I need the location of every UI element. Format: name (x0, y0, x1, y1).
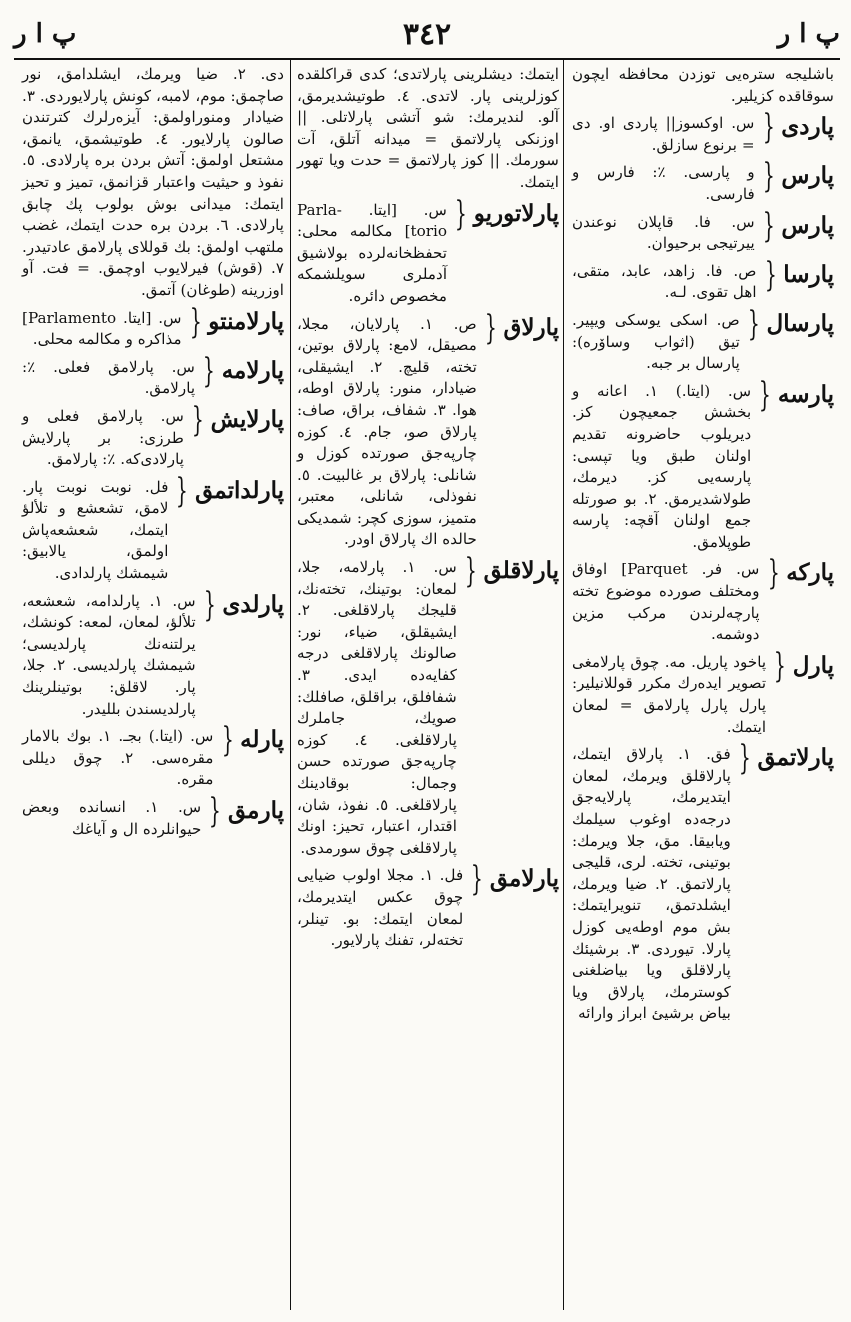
brace-glyph: { (221, 720, 234, 761)
brace-glyph: { (773, 645, 786, 686)
entry-text: و پارسى. ٪: فارس و فارسى. (572, 163, 755, 203)
dictionary-entry (572, 553, 834, 645)
headword: پارلامه (221, 356, 284, 384)
dictionary-entry (297, 307, 559, 552)
brace-glyph: { (176, 470, 189, 511)
dictionary-entry (22, 791, 284, 840)
entry-text: پاخود پاريل. مه. چوق پارلامغى تصوير ايدەرك مكرر قوللانيلير: پارل پارل پارلامق = لمعان ايتمك. (572, 652, 767, 736)
entry-text: دى. ٢. ضيا ويرمك، ايشلدامق، نور صاچمق: موم، لامبه، كونش پارلايوردى. ٣. ضيادار ومنوراولمق: آيزەرلرك كترتندن صالون پارلايور. ٤. طوتيشمق، يانمق، مشتعل اولمق: آتش بردن بره پارلادى. ٥. نفوذ و حيثيت واعتبار قزانمق، تميز و تحيز ايتمك: ميدانى بوش بولوب پك چابق پارلادى. ٦. بردن بره حدت ايتمك، غضب ملتهب اولمق: بك قوللاى پارلامق عادتيدر. ٧. (قوش) فيرلايوب اوچمق. = فت. آو اوزرينه (طوغان) آتمق. (22, 65, 285, 299)
brace-glyph: { (747, 303, 760, 344)
page-number: ٣٤٢ (402, 16, 452, 52)
entry-text: فل. نوبت نوبت پار. لامق، تشعشع و تلألؤ ايتمك، شعشعه‌پاش اولمق، يالابيق: شيمشك پارلدادى. (22, 477, 169, 583)
headword: پارله (240, 726, 284, 754)
dictionary-entry (297, 193, 559, 308)
headword: پارلامق (489, 865, 559, 893)
entry-text: س. اوكسوز|| پاردى او. دى = برنوع سازلق. (572, 114, 755, 154)
entry-text: فل. ١. مجلا اولوب ضيايى چوق عكس ايتديرمك، لمعان ايتمك: بو. تينلر، تخته‌لر، تفنك پارلايور. (297, 866, 464, 950)
dictionary-entry (572, 303, 834, 375)
headword: پارلداتمق (195, 476, 284, 504)
headword: پارلدى (222, 590, 284, 618)
brace-glyph: { (767, 553, 780, 594)
headword: پارلامنتو (208, 307, 284, 335)
dictionary-entry (297, 551, 559, 859)
entry-text: س. پارلامق فعلى و طرزى: بر پارلايش پارلادى‌كه. ٪: پارلامق. (22, 406, 184, 469)
dictionary-entry (572, 107, 834, 156)
brace-glyph: { (762, 205, 775, 246)
headword: پارلاق (503, 313, 559, 341)
brace-glyph: { (202, 350, 215, 391)
dictionary-entry (572, 645, 834, 738)
headword: پارل (792, 651, 834, 679)
column-right (572, 64, 834, 1310)
headword: پاركه (786, 559, 834, 587)
brace-glyph: { (203, 584, 216, 625)
entry-text: فق. ١. پارلاق ايتمك، پارلاقلق ويرمك، لمعان ايتديرمك، پارلايه‌جق درجه‌ده اوغوب سيلمك ويابيقا. مق، جلا ويرمك: بوتينى، تخته. لرى، قليجى پارلاتمق. ٢. ضيا ويرمك، ايشلدتمق، تنويرايتمك: بش موم اوطه‌يى كوزل پارلا. تيوردى. ٣. برشيئك پارلاقلق ويا بياضلغنى كوسترمك، پارلاق ويا بياض برشيئ ابراز وارائه (572, 745, 731, 1023)
entry-text: ايتمك: ديشلرينى پارلاتدى؛ كدى قراكلقده كوزلرينى پار. لاتدى. ٤. طوتيشديرمق، آلو. لنديرمك: شو آتشى پارلاتلى. || اوزنكى پارلاتمق = ميدانه آتلق، آت سورمك. || كوز پارلاتمق = حدت ويا تهور ايتمك. (297, 65, 559, 191)
dictionary-entry (572, 254, 834, 304)
dictionary-entry (22, 399, 284, 471)
headword: پارلاتمق (757, 744, 834, 772)
entry-continuation (22, 64, 284, 302)
entry-text: ص. فا. زاهد، عابد، متقى، اهل تقوى. لـه. (572, 261, 757, 302)
entry-text: س. ١. انسانده وبعض حيوانلرده ال و آياغك (22, 798, 202, 838)
entry-text: س. پارلامق فعلى. ٪: پارلامق. (22, 357, 196, 398)
dictionary-entry (22, 470, 284, 585)
entry-continuation (297, 64, 559, 194)
brace-glyph: { (762, 156, 775, 197)
entry-text: ص. اسكى يوسكى ويپير. تيق (اثواب وساۆره): پارسال بر جبه. (572, 310, 740, 373)
entry-text: س. ١. پارلامه، جلا، لمعان: بوتينك، تخته‌نك، قليجك پارلاقلغى. ٢. ايشيقلق، ضياء، نور: صالونك پارلاقلغى درجه كفايه‌ده ايدى. ٣. شفافلق، براقلق، صافلك: صويك، جاملرك پارلاقلغى. ٤. كوزه چارپه‌جق صورتده حسن وجمال: بوقادينك پارلاقلغى. ٥. نفوذ، شان، اقتدار، اعتبار، تحيز: اونك پارلاقلغى چوق سورمدى. (297, 558, 457, 857)
column-left (22, 64, 284, 1310)
headword: پارسا (783, 260, 834, 288)
page-header (14, 10, 840, 58)
entry-text: س. فا. قاپلان نوعندن ييرتيجى برحيوان. (572, 212, 755, 253)
headword: پارسال (766, 309, 834, 337)
dictionary-entry (22, 720, 284, 791)
brace-glyph: { (738, 738, 751, 779)
column-divider-left (290, 60, 291, 1310)
header-rule (14, 58, 840, 60)
brace-glyph: { (762, 107, 775, 148)
brace-glyph: { (454, 193, 467, 234)
headword: پارلاقلق (483, 557, 559, 585)
brace-glyph: { (209, 791, 222, 831)
dictionary-entry (22, 301, 284, 351)
dictionary-entry (572, 738, 834, 1025)
brace-glyph: { (764, 254, 777, 295)
entry-text: باشليجه ستره‌يى توزدن محافظه ايچون سوقاقده كزيلير. (572, 65, 834, 105)
dictionary-entry (22, 350, 284, 400)
running-head-right: پ ا ر (777, 19, 840, 49)
dictionary-entry (572, 205, 834, 255)
brace-glyph: { (189, 301, 202, 342)
entry-text: س. ١. پارلدامه، شعشعه، تلألؤ، لمعان، لمعه: كونشك، يرلتنه‌نك پارلديسى؛ شيمشك پارلديسى. ٢. جلا، پار. لاقلق: بوتينلرينك پارلديسندن بلليدر. (22, 591, 196, 718)
entry-text: س. فر. Parquet] اوفاق ومختلف صورده موضوع تخته پارچه‌لرندن مركب مزين دوشمه. (572, 560, 760, 644)
entry-text: س. [ايتا. Parlamento] مذاكره و مكالمه محلى. (22, 308, 182, 349)
brace-glyph: { (191, 399, 204, 440)
dictionary-entry (572, 156, 834, 205)
brace-glyph: { (484, 307, 497, 348)
column-middle (297, 64, 559, 1310)
entry-text: س. [ايتا. -Parla torio] مكالمه محلى: تحفظخانه‌لرده بولاشيق آدملرى سويلشمكه مخصوص دائره. (297, 200, 448, 305)
headword: پارلايش (210, 405, 284, 433)
dictionary-entry (22, 584, 284, 721)
dictionary-entry (297, 859, 559, 951)
running-head-left: پ ا ر (14, 19, 77, 49)
entry-text: س. (ايتا.) بجـ. ١. بوك بالامار مقره‌سى. ٢. چوق ديللى مقره. (22, 727, 214, 789)
headword: پارس (781, 162, 834, 190)
headword: پارمق (227, 797, 284, 824)
brace-glyph: { (464, 551, 477, 592)
column-divider-right (563, 60, 564, 1310)
dictionary-entry (572, 374, 834, 554)
entry-text: س. (ايتا.) ١. اعانه و بخشش جمعيچون كز. ديريلوب حاضرونه تقديم اولنان طبق ويا تپسى: پارسه‌يى كز. ديرمك، طولاشديرمق. ٢. بو صورتله جمع اولنان آقچه: پارسه طوپلامق. (572, 381, 752, 551)
brace-glyph: { (471, 859, 483, 900)
headword: پارسه (777, 380, 834, 408)
headword: پاردى (781, 113, 834, 141)
entry-text: ص. ١. پارلايان، مجلا، مصيقل، لامع: پارلاق بوتين، تخته، قليچ. ٢. ايشيقلى، ضيادار، منور: پارلاق اوطه، هوا. ٣. شفاف، براق، صاف: پارلاق صو، جام. ٤. كوزه چارپه‌جق صورتده كوزل و شانلى: پارلاق بر غالبيت. ٥. نفوذلى، شانلى، معتبر، متميز، سوزى كچر: شمديكى حالده اك پارلاق اودر. (297, 314, 477, 549)
headword: پارس (781, 211, 834, 239)
headword: پارلاتوريو (473, 199, 559, 227)
entry-continuation (572, 64, 834, 107)
brace-glyph: { (759, 374, 772, 415)
